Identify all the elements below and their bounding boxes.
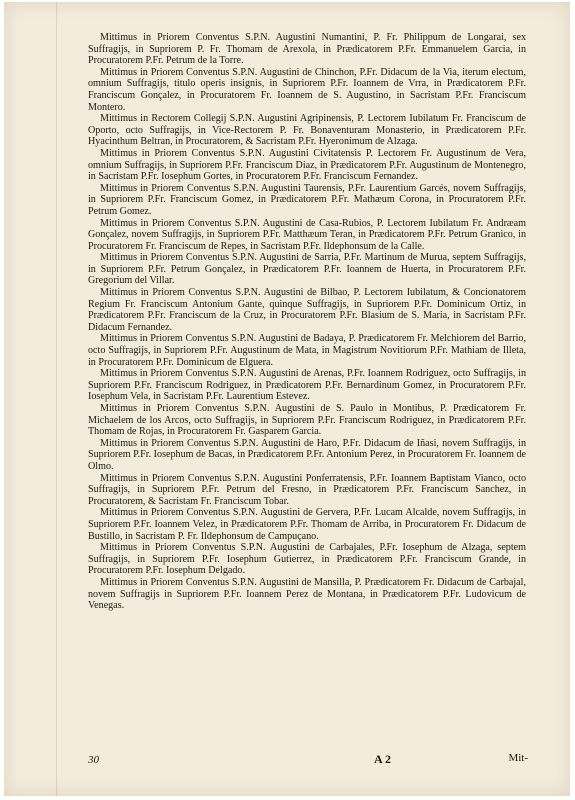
entry-2: Mittimus in Priorem Conventus S.P.N. Augustini de Chinchon, P.Fr. Didacum de la Via, iterum electum, omnium Suffragijs, titulo operis insignis, in Supriorem P.Fr. Ioannem de Vrra, in Prædicatorem P.Fr. Franciscum Gonçalez, in Procuratorem Fr. Ioannem de S. Augustino, in Sacristam P.Fr. Franciscum Montero. (88, 66, 526, 113)
entry-7: Mittimus in Priorem Conventus S.P.N. Augustini de Sarria, P.Fr. Martinum de Murua, septem Suffragijs, in Supriorem P.Fr. Petrum Gonçalez, in Prædicatorem P.Fr. Ioannem de Huerta, in Procuratorem P.Fr. Gregorium del Villar. (88, 252, 526, 287)
entry-6: Mittimus in Priorem Conventus S.P.N. Augustini de Casa-Rubios, P. Lectorem Iubilatum Fr. Andræam Gonçalez, novem Suffragijs, in Supriorem P.Fr. Matthæum Teran, in Prædicatorem P.Fr. Petrum Granico, in Procuratorem Fr. Franciscum de Repes, in Sacristam P.Fr. Ildephonsum de la Calle. (88, 217, 526, 252)
page-footer (88, 752, 528, 770)
footer-left-mark: 30 (88, 754, 99, 766)
document-body (88, 32, 526, 612)
document-page (4, 2, 570, 796)
entry-3: Mittimus in Rectorem Collegij S.P.N. Augustini Agripinensis, P. Lectorem Iubilatum Fr. Franciscum de Oporto, octo Suffragijs, in Vice-Rectorem P. Fr. Bonaventuram Monasterio, in Prædicatorem P.Fr. Hyacinthum Beltran, in Procuratorem, & Sacristam P.Fr. Hyeronimum de Alzaga. (88, 113, 526, 148)
entry-5: Mittimus in Priorem Conventus S.P.N. Augustini Taurensis, P.Fr. Laurentium Garcés, novem Suffragijs, in Supriorem P.Fr. Franciscum Gomez, in Prædicatorem P.Fr. Mathæum Corona, in Procuratorem P.Fr. Petrum Gomez. (88, 182, 526, 217)
entry-12: Mittimus in Priorem Conventus S.P.N. Augustini de Haro, P.Fr. Didacum de Iñasi, novem Suffragijs, in Supriorem P.Fr. Iosephum de Bacas, in Prædicatorem P.Fr. Antonium Perez, in Procuratorem Fr. Ioannem de Olmo. (88, 437, 526, 472)
entry-14: Mittimus in Priorem Conventus S.P.N. Augustini de Gervera, P.Fr. Lucam Alcalde, novem Suffragijs, in Supriorem P.Fr. Ioannem Velez, in Prædicatorem P.Fr. Thomam de Arriba, in Procuratorem Fr. Didacum de Bustillo, in Sacristam P. Fr. Ildephonsum de Campuçano. (88, 507, 526, 542)
entry-1: Mittimus in Priorem Conventus S.P.N. Augustini Numantini, P. Fr. Philippum de Longarai, sex Suffragijs, in Supriorem P. Fr. Thomam de Arexola, in Prædicatorem P.Fr. Emmanuelem Garcia, in Procuratorem P.Fr. Petrum de la Torre. (88, 32, 526, 67)
entry-11: Mittimus in Priorem Conventus S.P.N. Augustini de S. Paulo in Montibus, P. Prædicatorem Fr. Michaelem de los Arcos, octo Suffragijs, in Supriorem P.Fr. Franciscum Rodriguez, in Prædicatorem P.Fr. Thomam de Rojas, in Procuratorem Fr. Gasparem Garcia. (88, 403, 526, 438)
entry-16: Mittimus in Priorem Conventus S.P.N. Augustini de Mansilla, P. Prædicatorem Fr. Didacum de Carbajal, novem Suffragijs in Supriorem P.Fr. Ioannem Perez de Montana, in Prædicatorem P.Fr. Ludovicum de Venegas. (88, 576, 526, 612)
entry-9: Mittimus in Priorem Conventus S.P.N. Augustini de Badaya, P. Prædicatorem Fr. Melchiorem del Barrio, octo Suffragijs, in Supriorem P.Fr. Augustinum de Mata, in Magistrum Novitiorum P.Fr. Mathiam de Illeta, in Procuratorem P.Fr. Dominicum de Elguera. (88, 333, 526, 368)
entry-13: Mittimus in Priorem Conventus S.P.N. Augustini Ponferratensis, P.Fr. Ioannem Baptistam Vianco, octo Suffragijs, in Supriorem P.Fr. Petrum del Fresno, in Prædicatorem P.Fr. Franciscum Sanchez, in Procuratorem, & Sacristam Fr. Franciscum Tobar. (88, 472, 526, 507)
entry-10: Mittimus in Priorem Conventus S.P.N. Augustini de Arenas, P.Fr. Ioannem Rodriguez, octo Suffragijs, in Supriorem P.Fr. Franciscum Rodriguez, in Prædicatorem P.Fr. Bernardinum Gomez, in Procuratorem P.Fr. Iosephum Vela, in Sacristam P.Fr. Laurentium Estevez. (88, 368, 526, 403)
entry-4: Mittimus in Priorem Conventus S.P.N. Augustini Civitatensis P. Lectorem Fr. Augustinum de Vera, omnium Suffragijs, in Supriorem P.Fr. Franciscum Diaz, in Prædicatorem P.Fr. Augustinum de Montenegro, in Sacristam P.Fr. Iosephum Gortes, in Procuratorem P.Fr. Franciscum Fernandez. (88, 147, 526, 183)
catchword: Mit- (508, 752, 528, 764)
page-gutter-line (56, 2, 57, 796)
entry-15: Mittimus in Priorem Conventus S.P.N. Augustini de Carbajales, P.Fr. Iosephum de Alzaga, septem Suffragijs, in Supriorem P.Fr. Iosephum Gutierrez, in Prædicatorem P.Fr. Franciscum Grande, in Procuratorem P.Fr. Iosephum Delgado. (88, 542, 526, 577)
entry-8: Mittimus in Priorem Conventus S.P.N. Augustini de Bilbao, P. Lectorem Iubilatum, & Concionatorem Regium Fr. Franciscum Antonium Gante, quinque Suffragijs, in Supriorem P.Fr. Dominicum Ortiz, in Prædicatorem P.Fr. Franciscum de la Cruz, in Procuratorem P.Fr. Blasium de S. Maria, in Sacristam P.Fr. Didacum Fernandez. (88, 287, 526, 333)
signature-mark: A 2 (374, 752, 392, 766)
